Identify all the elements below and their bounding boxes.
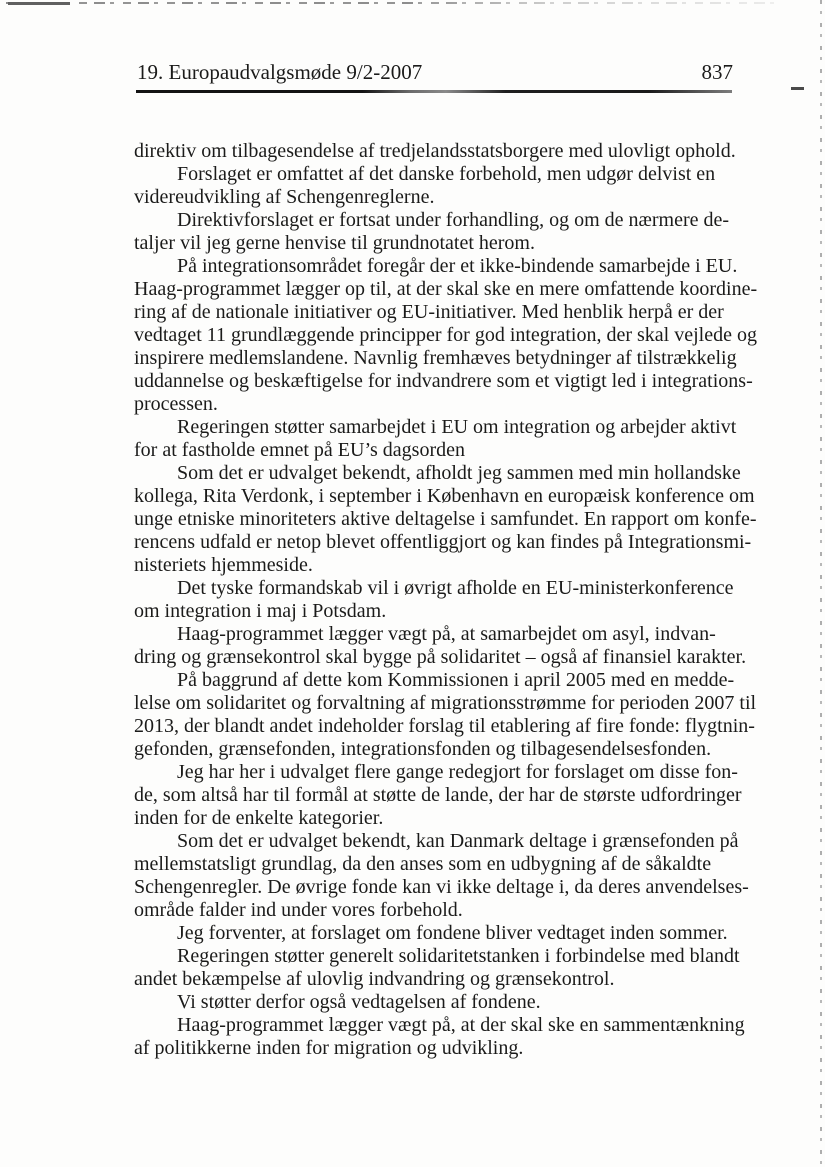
text-line: unge etniske minoriteters aktive deltagelse i samfundet. En rapport om konfe- [134, 508, 757, 530]
text-line: 2013, der blandt andet indeholder forslag til etablering af fire fonde: flygtnin- [134, 715, 755, 737]
page-header [137, 60, 733, 84]
page-number: 837 [701, 60, 733, 84]
text-line: af politikkerne inden for migration og udvikling. [134, 1037, 524, 1059]
text-line: Som det er udvalget bekendt, afholdt jeg sammen med min hollandske [177, 462, 741, 484]
text-line: mellemstatsligt grundlag, da den anses som en udbygning af de såkaldte [134, 853, 712, 875]
meeting-title: 19. Europaudvalgsmøde 9/2-2007 [137, 60, 423, 84]
text-line: Schengenregler. De øvrige fonde kan vi ikke deltage i, da deres anvendelses- [134, 876, 749, 898]
text-line: Haag-programmet lægger vægt på, at samarbejdet om asyl, indvan- [177, 623, 716, 645]
text-line: processen. [134, 393, 218, 415]
text-line: inspirere medlemslandene. Navnlig fremhæves betydninger af tilstrækkelig [134, 347, 737, 369]
text-line: Regeringen støtter samarbejdet i EU om integration og arbejder aktivt [177, 416, 737, 438]
text-line: På baggrund af dette kom Kommissionen i april 2005 med en medde- [177, 669, 735, 691]
text-line: andet bekæmpelse af ulovlig indvandring og grænsekontrol. [134, 968, 615, 990]
text-line: de, som altså har til formål at støtte de lande, der har de største udfordringer [134, 784, 742, 806]
text-line: uddannelse og beskæftigelse for indvandrere som et vigtigt led i integrations- [134, 370, 753, 392]
text-line: Jeg har her i udvalget flere gange redegjort for forslaget om disse fon- [177, 761, 738, 783]
text-line: Haag-programmet lægger op til, at der skal ske en mere omfattende koordine- [134, 278, 758, 300]
text-line: område falder ind under vores forbehold. [134, 899, 463, 921]
text-line: kollega, Rita Verdonk, i september i København en europæisk konference om [134, 485, 755, 507]
text-line: Forslaget er omfattet af det danske forbehold, men udgør delvist en [177, 163, 716, 185]
text-line: dring og grænsekontrol skal bygge på solidaritet – også af finansiel karakter. [134, 646, 747, 668]
text-line: gefonden, grænsefonden, integrationsfonden og tilbagesendelsesfonden. [134, 738, 712, 760]
text-line: Som det er udvalget bekendt, kan Danmark deltage i grænsefonden på [177, 830, 739, 852]
text-line: direktiv om tilbagesendelse af tredjelandsstatsborgere med ulovligt ophold. [134, 140, 736, 162]
scan-artifact-margin-mark [791, 87, 804, 90]
text-line: for at fastholde emnet på EU’s dagsorden [134, 439, 466, 461]
text-line: Det tyske formandskab vil i øvrigt afholde en EU-ministerkonference [177, 577, 734, 599]
text-line: Haag-programmet lægger vægt på, at der skal ske en sammentænkning [177, 1014, 745, 1036]
text-line: om integration i maj i Potsdam. [134, 600, 387, 622]
text-line: nisteriets hjemmeside. [134, 554, 313, 576]
text-line: videreudvikling af Schengenreglerne. [134, 186, 435, 208]
text-line: lelse om solidaritet og forvaltning af migrationsstrømme for perioden 2007 til [134, 692, 757, 714]
text-line: Jeg forventer, at forslaget om fondene bliver vedtaget inden sommer. [177, 922, 728, 944]
text-line: Vi støtter derfor også vedtagelsen af fondene. [177, 991, 541, 1013]
text-line: rencens udfald er netop blevet offentliggjort og kan findes på Integrationsmi- [134, 531, 752, 553]
text-line: inden for de enkelte kategorier. [134, 807, 384, 829]
document-body [134, 140, 774, 1060]
text-line: vedtaget 11 grundlæggende principper for god integration, der skal vejlede og [134, 324, 757, 346]
text-line: ring af de nationale initiativer og EU-initiativer. Med henblik herpå er der [134, 301, 724, 323]
scan-artifact-top-edge [6, 2, 778, 4]
text-line: Regeringen støtter generelt solidaritetstanken i forbindelse med blandt [177, 945, 740, 967]
header-rule [136, 90, 732, 93]
text-line: Direktivforslaget er fortsat under forhandling, og om de nærmere de- [177, 209, 730, 231]
scan-artifact-top-left-mark [8, 2, 70, 5]
text-line: På integrationsområdet foregår der et ikke-bindende samarbejde i EU. [177, 255, 738, 277]
text-line: taljer vil jeg gerne henvise til grundnotatet herom. [134, 232, 535, 254]
scan-artifact-right-edge [820, 0, 822, 1167]
